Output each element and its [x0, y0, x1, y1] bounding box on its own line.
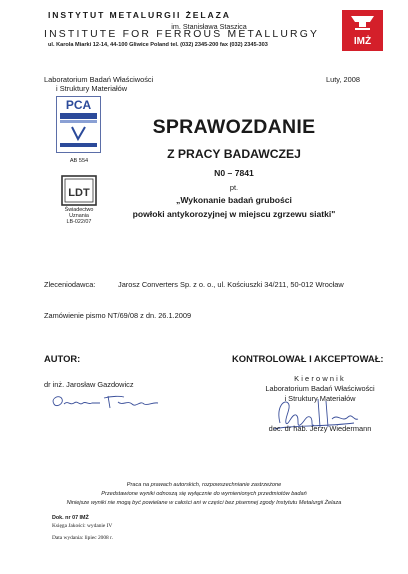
- institute-name-en: INSTITUTE FOR FERROUS METALLURGY: [44, 29, 320, 40]
- institute-name-pl: INSTYTUT METALURGII ŻELAZA: [48, 10, 231, 20]
- approval-label: KONTROLOWAŁ I AKCEPTOWAŁ:: [232, 353, 384, 364]
- imz-logo-text: IMŻ: [353, 36, 372, 47]
- author-name: dr inż. Jarosław Gazdowicz: [44, 380, 134, 389]
- ldt-caption-line2: Uznania: [69, 213, 89, 220]
- approval-role: Kierownik: [294, 374, 346, 383]
- footer-results-scope: Przedstawione wyniki odnoszą się wyłącznie do wymienionych przedmiotów badań: [101, 491, 307, 497]
- report-pt-label: pt.: [229, 183, 239, 192]
- client-value: Jarosz Converters Sp. z o. o., ul. Kościuszki 34/211, 50-012 Wrocław: [118, 280, 344, 289]
- ldt-logo-text: LDT: [68, 187, 90, 199]
- document-number: Dok. nr 07 IMŻ: [52, 515, 89, 521]
- client-label: Zleceniodawca:: [44, 280, 96, 289]
- institute-patron: im. Stanisława Staszica: [171, 22, 247, 31]
- report-topic-line1: „Wykonanie badań grubości: [176, 195, 292, 205]
- footer-copyright: Praca na prawach autorskich, rozpowszechnianie zastrzeżone: [126, 482, 282, 488]
- report-number: N0 – 7841: [214, 168, 254, 178]
- approval-lab-line2: i Struktury Materiałów: [284, 394, 356, 403]
- lab-name-line1: Laboratorium Badań Właściwości: [44, 75, 154, 84]
- quality-book-edition: Księga Jakości: wydanie IV: [52, 523, 113, 529]
- issue-date: Data wydania: lipiec 2008 r.: [52, 535, 113, 541]
- footer-reproduction-note: Niniejsze wyniki nie mogą być powielane w całości ani w części bez pisemnej zgody Instytutu Metalurgii Żelaza: [66, 500, 342, 506]
- institute-address: ul. Karola Miarki 12-14, 44-100 Gliwice Poland tel. (032) 2345-200 fax (032) 2345-303: [48, 42, 268, 48]
- lab-name-line2: i Struktury Materiałów: [56, 84, 128, 93]
- imz-logo-icon: [342, 10, 383, 51]
- report-topic-line2: powłoki antykorozyjnej w miejscu zgrzewu siatki": [132, 209, 336, 219]
- report-subtitle: Z PRACY BADAWCZEJ: [167, 147, 301, 161]
- approval-lab-line1: Laboratorium Badań Właściwości: [265, 384, 375, 393]
- order-reference: Zamówienie pismo NT/69/08 z dn. 26.1.2009: [44, 311, 192, 320]
- report-date: Luty, 2008: [326, 75, 360, 84]
- report-title: SPRAWOZDANIE: [152, 116, 316, 138]
- approver-name: doc. dr hab. Jerzy Wiedermann: [268, 424, 372, 433]
- imz-logo: [342, 10, 383, 51]
- pca-logo-text: PCA: [65, 98, 92, 112]
- author-label: AUTOR:: [44, 353, 81, 364]
- pca-accreditation-number: AB 554: [69, 158, 89, 164]
- lab-name: [44, 75, 153, 93]
- ldt-caption-line1: Świadectwo: [64, 207, 94, 213]
- ldt-caption-line3: LB-022/07: [66, 219, 92, 226]
